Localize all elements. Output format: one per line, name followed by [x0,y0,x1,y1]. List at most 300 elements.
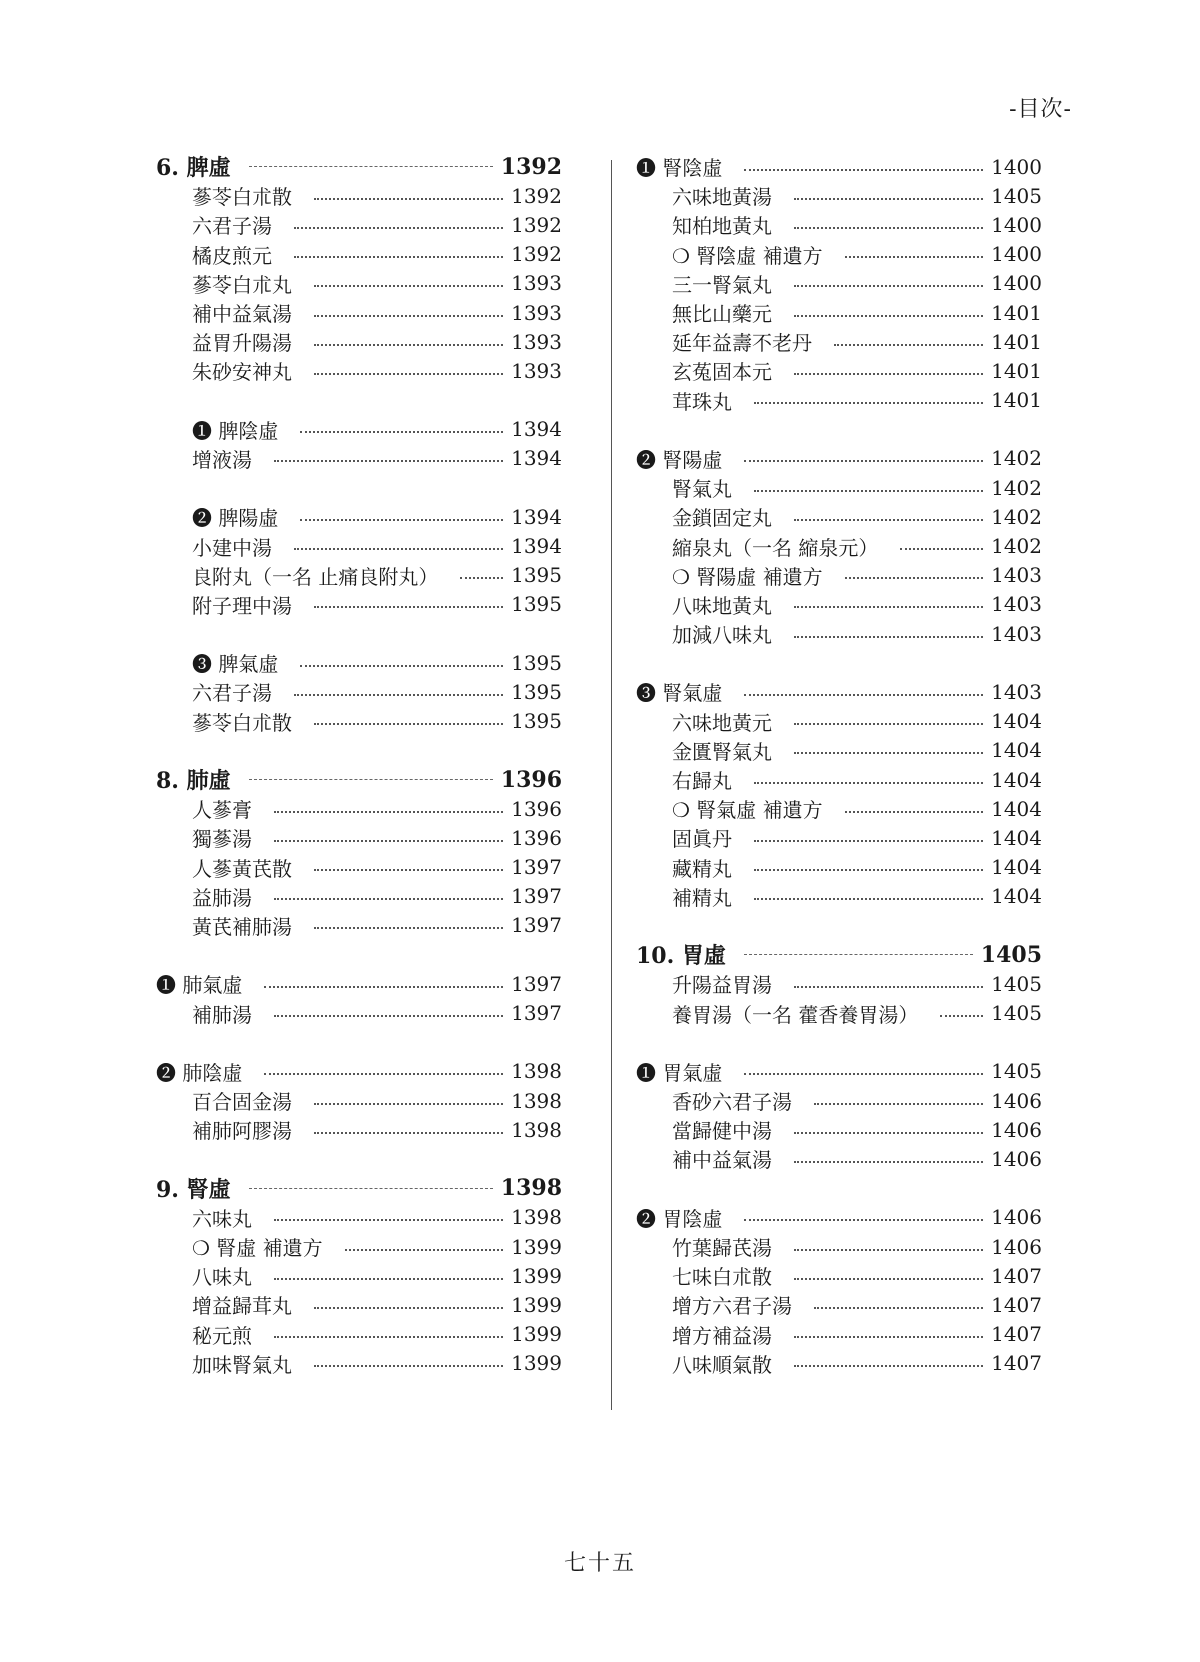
toc-entry-label: 升陽益胃湯 [672,973,772,998]
toc-entry-label: 八味地黃丸 [672,593,772,618]
toc-entry-label: ❍ 腎氣虛 補遺方 [672,798,823,823]
toc-entry-label: 秘元煎 [192,1323,252,1348]
toc-entry [636,765,1042,794]
toc-page-number: 1401 [991,329,1042,354]
toc-page-number: 1405 [991,1059,1042,1084]
toc-subsection [636,1057,1042,1086]
toc-page-number: 1401 [991,300,1042,325]
toc-entry-label: ❸ 脾氣虛 [192,652,279,677]
toc-entry [156,1203,562,1232]
toc-page-number: 1394 [511,417,562,442]
toc-entry-label: 藏精丸 [672,856,732,881]
toc-page-number: 1402 [991,475,1042,500]
toc-entry-label: 八味丸 [192,1265,252,1290]
dot-leader [314,344,503,346]
toc-entry-label: 七味白朮散 [672,1265,772,1290]
toc-entry-label: 橘皮煎元 [192,243,272,268]
toc-page-number: 1404 [991,796,1042,821]
toc-entry [636,327,1042,356]
toc-entry-label: 9. 腎虛 [156,1176,231,1203]
toc-left-column [156,152,562,1378]
toc-entry-label: 附子理中湯 [192,593,292,618]
toc-entry [636,794,1042,823]
dot-leader [794,1132,983,1134]
toc-entry [636,998,1042,1027]
dot-leader [754,402,983,404]
page-number: 七十五 [563,1551,636,1576]
toc-page-number: 1398 [511,1059,562,1084]
toc-page-number: 1407 [991,1322,1042,1347]
toc-entry-label: ❷ 肺陰虛 [156,1060,243,1085]
toc-entry-label: 六君子湯 [192,681,272,706]
toc-entry-label: 六君子湯 [192,214,272,239]
dot-leader [744,460,983,462]
toc-entry-label: 人蔘黃芪散 [192,856,292,881]
toc-entry-label: ❶ 脾陰虛 [192,418,279,443]
toc-entry-label: 人蔘膏 [192,798,252,823]
toc-entry-label: ❸ 腎氣虛 [636,681,723,706]
toc-entry-label: 補中益氣湯 [192,302,292,327]
toc-page-number: 1395 [511,592,562,617]
toc-page-number: 1395 [511,709,562,734]
toc-section-heading [636,940,1042,969]
toc-page-number: 1406 [991,1088,1042,1113]
toc-gap [636,415,1042,444]
toc-page-number: 1396 [511,825,562,850]
dot-leader [794,198,983,200]
dot-leader [794,606,983,608]
dot-leader [300,431,503,433]
toc-entry-label: 補肺阿膠湯 [192,1119,292,1144]
dot-leader [274,1278,503,1280]
toc-page-number: 1400 [991,242,1042,267]
toc-entry-label: ❶ 腎陰虛 [636,156,723,181]
dot-leader [274,1015,503,1017]
toc-page-number: 1397 [511,971,562,996]
toc-entry-label: 腎氣丸 [672,477,732,502]
toc-entry [156,998,562,1027]
toc-entry [156,1115,562,1144]
toc-entry [156,1086,562,1115]
dot-leader [900,548,983,550]
toc-subsection [156,1057,562,1086]
dot-leader [814,1103,983,1105]
dot-leader [264,1073,503,1075]
toc-page-number: 1395 [511,679,562,704]
toc-entry-label: 玄菟固本元 [672,360,772,385]
toc-entry [636,1232,1042,1261]
dot-leader [460,577,503,579]
toc-subsection [636,677,1042,706]
dot-leader [314,1103,503,1105]
toc-section-heading [156,1174,562,1203]
toc-page-number: 1406 [991,1146,1042,1171]
dot-leader [744,1073,983,1075]
toc-page-number: 1394 [511,504,562,529]
toc-page-number: 1404 [991,738,1042,763]
dot-leader [794,1365,983,1367]
toc-page-number: 1397 [511,855,562,880]
toc-page-number: 1404 [991,855,1042,880]
toc-page-number: 1399 [511,1351,562,1376]
dot-leader [314,927,503,929]
dot-leader [274,811,503,813]
dot-leader [249,1188,493,1189]
dot-leader [794,752,983,754]
toc-entry [636,386,1042,415]
toc-gap [156,1028,562,1057]
toc-page-number: 1402 [991,534,1042,559]
toc-entry [636,590,1042,619]
toc-entry [636,210,1042,239]
toc-entry [156,298,562,327]
toc-entry [156,853,562,882]
dot-leader [274,898,503,900]
toc-entry [636,1115,1042,1144]
toc-entry-label: 養胃湯（一名 藿香養胃湯） [672,1002,919,1027]
toc-entry [156,823,562,852]
toc-entry-label: 獨蔘湯 [192,827,252,852]
toc-page-number: 1397 [511,884,562,909]
dot-leader [794,986,983,988]
toc-entry-label: 三一腎氣丸 [672,272,772,297]
toc-gap [636,1174,1042,1203]
dot-leader [794,1278,983,1280]
toc-subsection [156,648,562,677]
toc-entry-label: ❍ 腎陽虛 補遺方 [672,564,823,589]
dot-leader [274,840,503,842]
dot-leader [744,169,983,171]
dot-leader [300,665,503,667]
toc-page-number: 1402 [991,446,1042,471]
dot-leader [249,166,493,167]
toc-page-number: 1393 [511,358,562,383]
dot-leader [294,548,503,550]
toc-entry-label: 增液湯 [192,447,252,472]
toc-entry-label: 金匱腎氣丸 [672,739,772,764]
dot-leader [314,373,503,375]
toc-page-number: 1403 [991,679,1042,704]
toc-entry [636,707,1042,736]
toc-page-number: 1404 [991,884,1042,909]
toc-entry [636,1261,1042,1290]
toc-page-number: 1400 [991,154,1042,179]
toc-page-number: 1399 [511,1292,562,1317]
toc-page-number: 1405 [980,941,1042,968]
toc-subsection [156,415,562,444]
toc-subsection [636,444,1042,473]
toc-page-number: 1401 [991,358,1042,383]
toc-subsection [156,969,562,998]
toc-page-number: 1404 [991,825,1042,850]
toc-entry-label: 六味地黃元 [672,710,772,735]
dot-leader [754,869,983,871]
dot-leader [845,811,983,813]
toc-entry-label: 八味順氣散 [672,1352,772,1377]
toc-page-number: 1400 [991,212,1042,237]
toc-entry-label: 加減八味丸 [672,623,772,648]
toc-subsection [156,502,562,531]
dot-leader [794,636,983,638]
toc-gap [636,648,1042,677]
dot-leader [814,1307,983,1309]
toc-entry-label: 良附丸（一名 止痛良附丸） [192,564,439,589]
toc-entry [156,1232,562,1261]
toc-entry [636,356,1042,385]
toc-entry [156,210,562,239]
toc-entry [156,444,562,473]
toc-entry-label: 黃芪補肺湯 [192,914,292,939]
dot-leader [845,256,983,258]
toc-entry [636,969,1042,998]
dot-leader [300,519,503,521]
running-header: -目次- [1009,97,1072,122]
dot-leader [274,460,503,462]
toc-entry [636,269,1042,298]
toc-page-number: 1401 [991,388,1042,413]
toc-gap [156,736,562,765]
toc-page-number: 1393 [511,271,562,296]
dot-leader [294,256,503,258]
toc-entry-label: 香砂六君子湯 [672,1090,792,1115]
toc-entry-label: 蔘苓白朮丸 [192,272,292,297]
toc-entry [156,356,562,385]
toc-page-number: 1404 [991,709,1042,734]
toc-entry-label: ❷ 胃陰虛 [636,1206,723,1231]
column-divider [611,160,612,1410]
toc-entry-label: 竹葉歸芪湯 [672,1236,772,1261]
toc-entry [156,327,562,356]
toc-entry [156,1261,562,1290]
toc-page-number: 1393 [511,300,562,325]
toc-entry [156,1320,562,1349]
toc-entry [636,882,1042,911]
dot-leader [314,606,503,608]
toc-page-number: 1392 [511,242,562,267]
toc-entry [156,240,562,269]
toc-entry [636,561,1042,590]
toc-entry-label: 蔘苓白朮散 [192,185,292,210]
dot-leader [834,344,983,346]
toc-gap [156,473,562,502]
toc-entry-label: 當歸健中湯 [672,1119,772,1144]
toc-gap [156,619,562,648]
dot-leader [794,227,983,229]
toc-entry-label: 金鎖固定丸 [672,506,772,531]
toc-page-number: 1395 [511,650,562,675]
toc-entry-label: 小建中湯 [192,535,272,560]
toc-gap [156,1144,562,1173]
toc-page-number: 1392 [511,183,562,208]
dot-leader [794,519,983,521]
toc-entry-label: ❷ 腎陽虛 [636,447,723,472]
toc-subsection [636,1203,1042,1232]
toc-page-number: 1394 [511,446,562,471]
dot-leader [744,694,983,696]
dot-leader [314,198,503,200]
toc-page-number: 1407 [991,1263,1042,1288]
toc-entry [156,1349,562,1378]
toc-entry-label: 延年益壽不老丹 [672,331,812,356]
dot-leader [754,490,983,492]
toc-subsection [636,152,1042,181]
toc-page-number: 1403 [991,563,1042,588]
toc-page-number: 1404 [991,767,1042,792]
toc-entry-label: 右歸丸 [672,769,732,794]
toc-entry-label: 朱砂安神丸 [192,360,292,385]
toc-page-number: 1393 [511,329,562,354]
toc-page-number: 1400 [991,271,1042,296]
toc-entry [636,240,1042,269]
toc-gap [636,911,1042,940]
toc-page-number: 1398 [511,1117,562,1142]
dot-leader [314,1365,503,1367]
toc-entry-label: 益肺湯 [192,885,252,910]
toc-entry [636,619,1042,648]
toc-entry [156,269,562,298]
dot-leader [794,285,983,287]
toc-entry-label: 補精丸 [672,885,732,910]
toc-page-number: 1406 [991,1205,1042,1230]
dot-leader [314,1132,503,1134]
toc-entry-label: ❶ 肺氣虛 [156,973,243,998]
toc-entry-label: 6. 脾虛 [156,155,231,182]
toc-page-number: 1398 [500,1175,562,1202]
toc-entry-label: 六味地黃湯 [672,185,772,210]
dot-leader [274,1336,503,1338]
toc-entry [156,1290,562,1319]
toc-page-number: 1398 [511,1205,562,1230]
toc-entry-label: 縮泉丸（一名 縮泉元） [672,535,879,560]
dot-leader [294,227,503,229]
toc-page-number: 1396 [511,796,562,821]
dot-leader [314,315,503,317]
toc-page-number: 1407 [991,1351,1042,1376]
dot-leader [754,898,983,900]
toc-entry-label: ❍ 腎虛 補遺方 [192,1236,323,1261]
toc-entry-label: 增方補益湯 [672,1323,772,1348]
toc-entry [636,1144,1042,1173]
dot-leader [940,1015,983,1017]
toc-entry [156,882,562,911]
dot-leader [314,723,503,725]
toc-gap [636,1028,1042,1057]
toc-entry-label: 補肺湯 [192,1002,252,1027]
toc-entry-label: 無比山藥元 [672,302,772,327]
toc-entry [156,590,562,619]
toc-entry [156,911,562,940]
toc-entry-label: 增方六君子湯 [672,1294,792,1319]
toc-entry-label: 六味丸 [192,1206,252,1231]
toc-gap [156,386,562,415]
toc-entry [156,181,562,210]
dot-leader [274,1219,503,1221]
toc-entry-label: ❷ 脾陽虛 [192,506,279,531]
toc-entry [636,531,1042,560]
toc-page-number: 1402 [991,504,1042,529]
toc-entry-label: 益胃升陽湯 [192,331,292,356]
dot-leader [314,285,503,287]
toc-page-number: 1403 [991,592,1042,617]
dot-leader [794,1161,983,1163]
toc-page-number: 1399 [511,1322,562,1347]
toc-page-number: 1398 [511,1088,562,1113]
toc-page-number: 1399 [511,1263,562,1288]
toc-entry-label: 蔘苓白朮散 [192,710,292,735]
dot-leader [345,1249,503,1251]
toc-page-number: 1405 [991,183,1042,208]
toc-right-column [636,152,1042,1378]
toc-entry-label: 補中益氣湯 [672,1148,772,1173]
dot-leader [794,315,983,317]
dot-leader [314,869,503,871]
toc-page-number: 1406 [991,1234,1042,1259]
toc-page-number: 1405 [991,971,1042,996]
toc-page-number: 1392 [511,212,562,237]
toc-entry-label: ❶ 胃氣虛 [636,1060,723,1085]
toc-entry [636,1320,1042,1349]
toc-entry [156,677,562,706]
toc-page-number: 1395 [511,563,562,588]
toc-entry [156,561,562,590]
toc-entry-label: 百合固金湯 [192,1090,292,1115]
dot-leader [314,1307,503,1309]
dot-leader [794,723,983,725]
toc-page-number: 1403 [991,621,1042,646]
toc-page-number: 1399 [511,1234,562,1259]
dot-leader [754,782,983,784]
toc-entry-label: 加味腎氣丸 [192,1352,292,1377]
dot-leader [264,986,503,988]
toc-page-number: 1396 [500,766,562,793]
toc-entry [636,1290,1042,1319]
toc-section-heading [156,152,562,181]
toc-entry-label: 10. 胃虛 [636,943,726,970]
dot-leader [794,1336,983,1338]
toc-page-number: 1397 [511,913,562,938]
toc-page-number: 1392 [500,153,562,180]
toc-entry [156,531,562,560]
dot-leader [794,373,983,375]
toc-entry [636,181,1042,210]
toc-entry [636,502,1042,531]
toc-entry [156,707,562,736]
toc-page-number: 1407 [991,1292,1042,1317]
dot-leader [754,840,983,842]
dot-leader [845,577,983,579]
toc-entry-label: 固眞丹 [672,827,732,852]
dot-leader [294,694,503,696]
toc-entry-label: 增益歸茸丸 [192,1294,292,1319]
toc-entry-label: 8. 肺虛 [156,768,231,795]
dot-leader [249,779,493,780]
toc-page-number: 1406 [991,1117,1042,1142]
toc-entry [636,1086,1042,1115]
dot-leader [744,1219,983,1221]
toc-page-number: 1405 [991,1001,1042,1026]
toc-entry [156,794,562,823]
toc-entry [636,298,1042,327]
toc-entry-label: ❍ 腎陰虛 補遺方 [672,243,823,268]
toc-gap [156,940,562,969]
toc-entry [636,736,1042,765]
toc-page-number: 1397 [511,1001,562,1026]
dot-leader [744,954,973,955]
toc-entry-label: 知柏地黃丸 [672,214,772,239]
toc-entry-label: 茸珠丸 [672,389,732,414]
dot-leader [794,1249,983,1251]
toc-entry [636,853,1042,882]
